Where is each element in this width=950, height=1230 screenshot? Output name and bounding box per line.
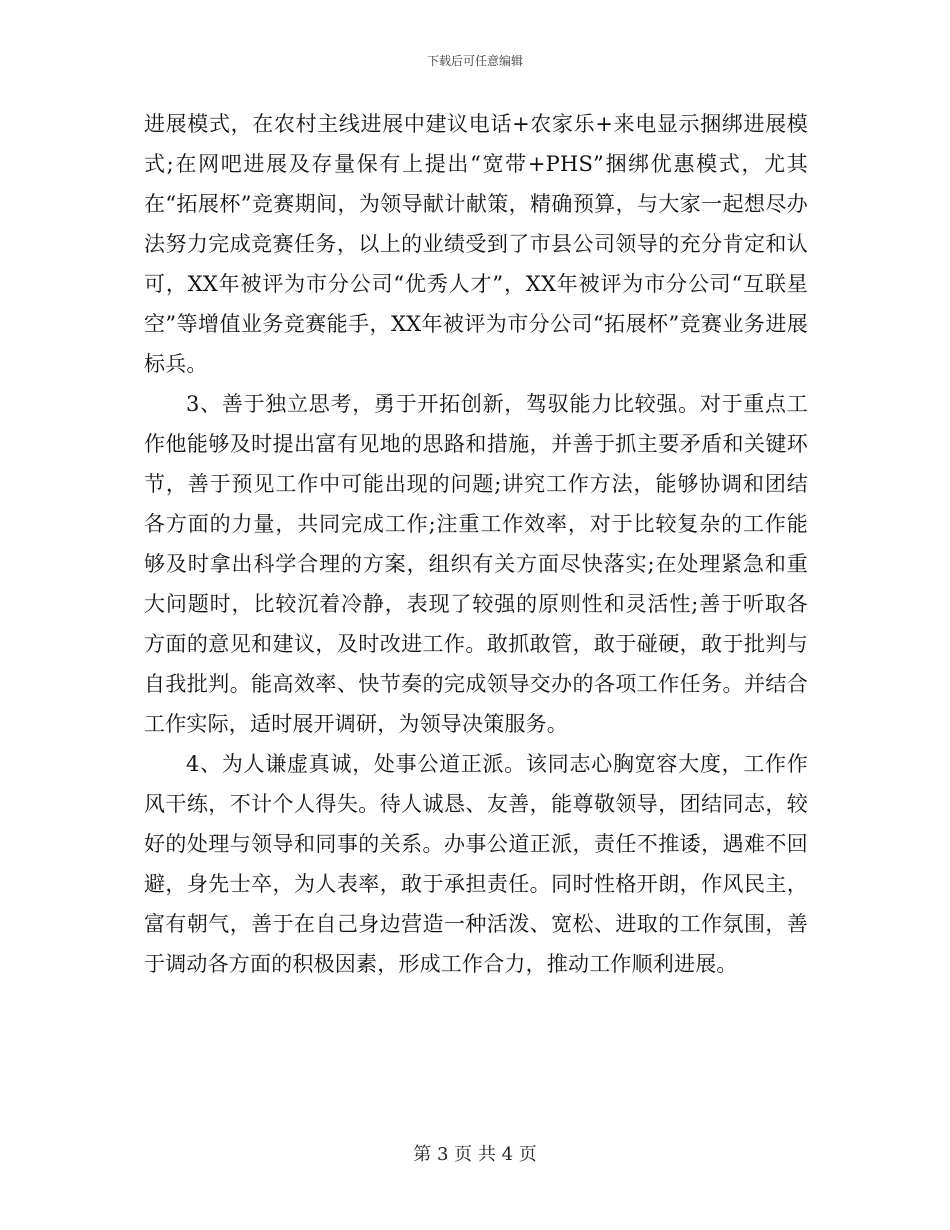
page-number: 第 3 页 共 4 页 [413,1144,537,1165]
paragraph-point-3: 3、善于独立思考，勇于开拓创新，驾驭能力比较强。对于重点工作他能够及时提出富有见地的思路和措施，并善于抓主要矛盾和关键环节，善于预见工作中可能出现的问题;讲究工作方法，能够协调和团结各方面的力量，共同完成工作;注重工作效率，对于比较复杂的工作能够及时拿出科学合理的方案，组织有关方面尽快落实;在处理紧急和重大问题时，比较沉着冷静，表现了较强的原则性和灵活性;善于听取各方面的意见和建议，及时改进工作。敢抓敢管，敢于碰硬，敢于批判与自我批判。能高效率、快节奏的完成领导交办的各项工作任务。并结合工作实际，适时展开调研，为领导决策服务。 [144,392,808,736]
paragraph-continuation: 进展模式，在农村主线进展中建议电话+农家乐+来电显示捆绑进展模式;在网吧进展及存量保有上提出“宽带+PHS”捆绑优惠模式，尤其在“拓展杯”竞赛期间，为领导献计献策，精确预算，与大家一起想尽办法努力完成竞赛任务，以上的业绩受到了市县公司领导的充分肯定和认可，XX年被评为市分公司“优秀人才”，XX年被评为市分公司“互联星空”等增值业务竞赛能手，XX年被评为市分公司“拓展杯”竞赛业务进展标兵。 [144,112,808,376]
page-header: 下载后可任意编辑 [426,54,523,68]
paragraph-point-4: 4、为人谦虚真诚，处事公道正派。该同志心胸宽容大度，工作作风干练，不计个人得失。待人诚恳、友善，能尊敬领导，团结同志，较好的处理与领导和同事的关系。办事公道正派，责任不推诿，遇难不回避，身先士卒，为人表率，敢于承担责任。同时性格开朗，作风民主，富有朝气，善于在自己身边营造一种活泼、宽松、进取的工作氛围，善于调动各方面的积极因素，形成工作合力，推动工作顺利进展。 [144,752,808,976]
document-body [144,104,808,984]
